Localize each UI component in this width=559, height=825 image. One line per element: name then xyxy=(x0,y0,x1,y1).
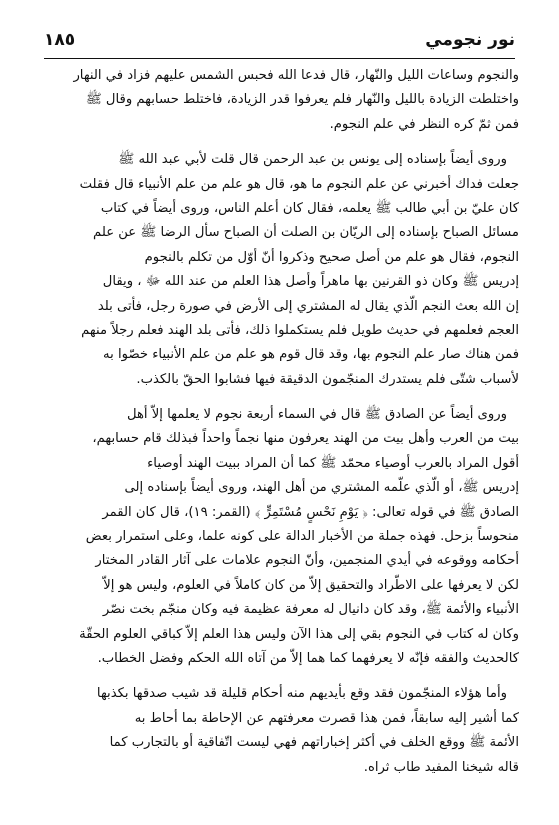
text-line: وكان له كتاب في النجوم بقي إلى هذا الآن وليس هذا العلم إلاّ كباقي العلوم الحقّة xyxy=(79,626,519,642)
paragraph-3 xyxy=(44,403,519,671)
text-line: النجوم، فقال هو علم من أصل صحيح وذكروا أنّ أوّل من تكلم بالنجوم xyxy=(144,249,519,265)
text-line: بيت من العرب وأهل بيت من الهند يعرفون منها نجماً واحداً فبذلك قام حسابهم، xyxy=(92,431,519,447)
text-line: أحكامه ووقوعه في أيدي المنجمين، وأنّ النجوم علامات على آثار القادر المختار xyxy=(95,553,519,569)
text-line: لكن لا يعرفها على الاطّراد والتحقيق إلاّ من كان كاملاً في العلوم، وليس هو إلاّ xyxy=(103,577,519,593)
text-line: فمن هناك صار علم النجوم بها، وقد قال قوم هو علم من علم الأنبياء خصّوا به xyxy=(103,347,519,363)
text-line: كما أشير إليه سابقاً، فمن هذا قصرت معرفتهم عن الإحاطة بما أحاط به xyxy=(134,710,519,726)
header-rule xyxy=(44,58,515,59)
paragraph-4 xyxy=(44,682,519,780)
text-line: إن الله بعث النجم الّذي يقال له المشتري إلى الأرض في صورة رجل، فأتى بلد xyxy=(97,298,519,314)
running-head: نور نجومي xyxy=(425,30,515,50)
page-number: ١٨٥ xyxy=(44,30,76,50)
text-line: إدريس ﷺ وكان ذو القرنين بها ماهراً وأصل هذا العلم من عند الله ﷻ ، ويقال xyxy=(102,274,519,290)
text-line: الصادق ﷺ في قوله تعالى: ﴿ يَوْمِ نَحْسٍ مُسْتَمِرٍّ ﴾ (القمر: ١٩)، قال كان القمر xyxy=(102,504,519,520)
text-line: جعلت فداك أخبرني عن علم النجوم ما هو، قال هو علم من علم الأنبياء قال فقلت xyxy=(79,176,519,192)
text-line: كان عليّ بن أبي طالب ﷺ يعلمه، فقال كان أعلم الناس، وروى أيضاً في كتاب xyxy=(100,200,519,216)
text-line: لأسباب شتّى فلم يستدرك المنجّمون الدقيقة فيها فشابوا الحقّ بالكذب. xyxy=(136,371,519,387)
text-line: الأنبياء والأئمة ﷺ، وقد كان دانيال له معرفة عظيمة فيه وكان منجّم بخت نصّر xyxy=(102,602,519,618)
text-line: قاله شيخنا المفيد طاب ثراه. xyxy=(363,759,519,775)
text-line: واختلطت الزيادة بالليل والنّهار فلم يعرفوا قدر الزيادة، فاختلط حسابهم وقال ﷺ xyxy=(85,92,519,108)
text-line: الأئمة ﷺ ووقع الخلف في أكثر إخباراتهم فهي ليست اتّفاقية أو بالتجارب كما xyxy=(109,735,519,751)
paragraph-1 xyxy=(44,64,519,137)
text-line: منحوساً بزحل. فهذه جملة من الأخبار الدالة على كونه علما، وعلى استمرار بعض xyxy=(85,529,519,545)
text-line: فمن ثمّ كره النظر في علم النجوم. xyxy=(329,116,519,132)
text-line: إدريس ﷺ، أو الّذي علّمه المشتري من أهل الهند، وروى أيضاً بإسناده إلى xyxy=(124,480,519,496)
paragraph-2 xyxy=(44,148,519,392)
text-line: والنجوم وساعات الليل والنّهار، قال فدعا الله فحبس الشمس عليهم فزاد في النهار xyxy=(73,68,519,83)
text-line: وروى أيضاً عن الصادق ﷺ قال في السماء أربعة نجوم لا يعلمها إلاّ أهل xyxy=(126,407,507,423)
text-line: كالحديث والفقه فإنّه لا يعرفهما كما هما إلاّ من آتاه الله الحكم وفضل الخطاب. xyxy=(97,650,519,666)
text-line: مسائل الصباح بإسناده إلى الريّان بن الصلت أن الصباح سأل الرضا ﷺ عن علم xyxy=(93,225,519,241)
page-header xyxy=(44,22,515,58)
text-line: وأما هؤلاء المنجّمون فقد وقع بأيديهم منه أحكام قليلة قد شيب صدقها بكذبها xyxy=(96,686,507,702)
text-line: وروى أيضاً بإسناده إلى يونس بن عبد الرحمن قال قلت لأبي عبد الله ﷺ xyxy=(118,152,507,168)
text-line: أقول المراد بالعرب أوصياء محمّد ﷺ كما أن المراد ببيت الهند أوصياء xyxy=(147,455,519,471)
body-text xyxy=(44,64,519,780)
text-line: العجم فعلمهم في حديث طويل فلم يستكملوا ذلك، فأتى بلد الهند فعلم رجلاً منهم xyxy=(81,322,519,338)
